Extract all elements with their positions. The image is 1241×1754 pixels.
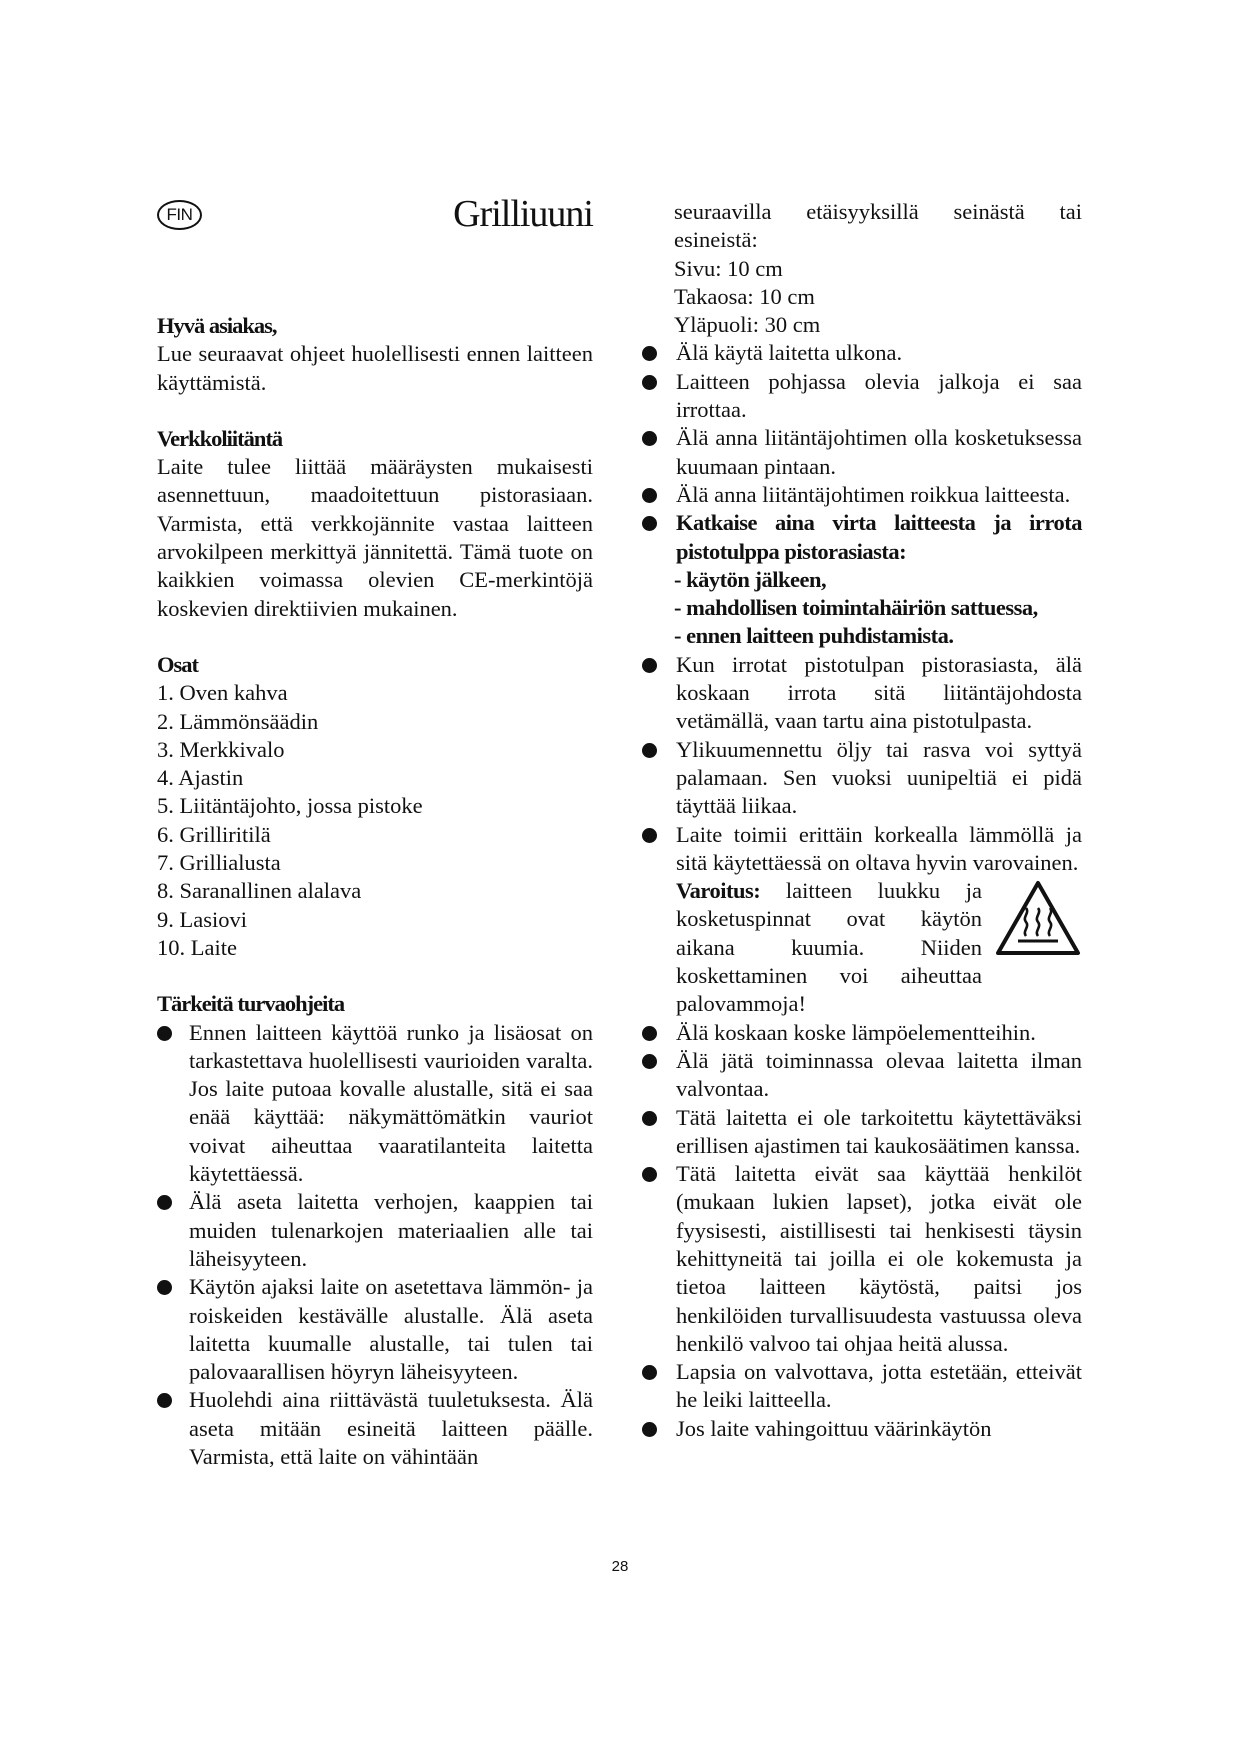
bullet-icon	[642, 1111, 657, 1126]
page-title: Grilliuuni	[453, 193, 593, 235]
bullet-icon	[642, 516, 657, 531]
connection-text: Laite tulee liittää määräysten mukaisesti asennettuun, maadoitettuun pistorasiaan. Varmista, että verkkojännite vastaa laitteen arvokilpeen merkittyä jännitettä. Tämä tuote on kaikkien voimassa olevien CE-merkintöjä koskevien direktiivien mukainen.	[157, 454, 593, 621]
bullet-icon	[642, 375, 657, 390]
bullet-text: Ennen laitteen käyttöä runko ja lisäosat on tarkastettava huolellisesti vaurioiden varalta. Jos laite putoaa kovalle alustalle, sitä ei saa enää käyttää: näkymättömätkin vauriot voivat aiheuttaa vaaratilanteita laitetta käytettäessä.	[189, 1019, 593, 1187]
list-item: 5. Liitäntäjohto, jossa pistoke	[157, 793, 423, 819]
list-item: 4. Ajastin	[157, 765, 244, 791]
distance-item: Takaosa: 10 cm	[674, 283, 815, 309]
unplug-bullet	[642, 509, 1082, 566]
safety-bullet	[642, 1415, 1082, 1443]
unplug-item: - käytön jälkeen,	[674, 566, 827, 592]
warning-body: laitteen luukku ja kosketuspinnat ovat käytön aikana kuumia. Niiden koskettaminen voi aiheuttaa palovammoja!	[676, 878, 982, 1017]
continuation-text: seuraavilla etäisyyksillä seinästä tai esineistä:	[674, 199, 1082, 253]
greeting-heading: Hyvä asiakas,	[157, 313, 277, 338]
bullet-text: Älä jätä toiminnassa olevaa laitetta ilman valvontaa.	[676, 1047, 1082, 1102]
bullet-text: Huolehdi aina riittävästä tuuletuksesta. Älä aseta mitään esineitä laitteen päälle. Varmista, että laite on vähintään	[189, 1387, 593, 1469]
bullet-text: Tätä laitetta eivät saa käyttää henkilöt (mukaan lukien lapset), jotka eivät ole fyysisesti, aistillisesti tai henkisesti täysin kehittyneitä tai joilla ei ole kokemusta ja tietoa laitteen käytöstä, paitsi jos henkilöiden turvallisuudesta vastuussa oleva henkilö valvoo tai ohjaa heitä alussa.	[676, 1161, 1082, 1356]
bullet-icon	[642, 431, 657, 446]
list-item: 1. Oven kahva	[157, 680, 288, 706]
right-column	[642, 198, 1082, 1443]
bullet-text: Ylikuumennettu öljy tai rasva voi syttyä palamaan. Sen vuoksi uunipeltiä ei pidä täyttää liikaa.	[676, 736, 1082, 819]
bullet-icon	[157, 1280, 172, 1295]
safety-bullet	[642, 1047, 1082, 1104]
bullet-text: Älä koskaan koske lämpöelementteihin.	[676, 1019, 1036, 1045]
connection-heading: Verkkoliitäntä	[157, 425, 283, 451]
parts-list	[157, 679, 593, 962]
bullet-text: Älä anna liitäntäjohtimen roikkua laitteesta.	[676, 481, 1071, 507]
unplug-item: - mahdollisen toimintahäiriön sattuessa,	[674, 595, 1038, 621]
warning-block	[642, 877, 1082, 1018]
safety-bullet	[642, 1160, 1082, 1358]
distance-item: Yläpuoli: 30 cm	[674, 312, 821, 338]
safety-bullet	[642, 368, 1082, 425]
parts-heading: Osat	[157, 651, 198, 677]
bullet-icon	[157, 1393, 172, 1408]
bullet-icon	[157, 1195, 172, 1210]
hot-surface-warning-icon	[994, 879, 1082, 957]
safety-bullet	[642, 1358, 1082, 1415]
safety-bullet	[642, 1104, 1082, 1161]
safety-bullet	[642, 339, 1082, 367]
list-item: 8. Saranallinen alalava	[157, 878, 362, 904]
safety-bullet	[642, 424, 1082, 481]
list-item: 2. Lämmönsäädin	[157, 708, 319, 734]
bullet-icon	[642, 1054, 657, 1069]
bullet-text: Tätä laitetta ei ole tarkoitettu käytettäväksi erillisen ajastimen tai kaukosäätimen kanssa.	[676, 1104, 1082, 1158]
safety-bullet	[642, 481, 1082, 509]
list-item: 6. Grilliritilä	[157, 821, 271, 847]
bullet-text: Älä anna liitäntäjohtimen olla kosketuksessa kuumaan pintaan.	[676, 425, 1082, 479]
bullet-text: Jos laite vahingoittuu väärinkäytön	[676, 1415, 992, 1441]
bullet-text: Katkaise aina virta laitteesta ja irrota pistotulppa pistorasiasta:	[676, 510, 1082, 564]
bullet-text: Laitteen pohjassa olevia jalkoja ei saa irrottaa.	[676, 368, 1082, 423]
list-item: 3. Merkkivalo	[157, 736, 285, 762]
bullet-icon	[642, 658, 657, 673]
safety-bullet	[157, 1188, 593, 1273]
bullet-icon	[642, 1026, 657, 1041]
bullet-icon	[642, 743, 657, 758]
safety-bullet	[642, 1019, 1082, 1047]
safety-bullet	[642, 736, 1082, 821]
safety-bullet	[157, 1386, 593, 1471]
safety-bullet	[642, 651, 1082, 736]
bullet-icon	[642, 346, 657, 361]
bullet-text: Kun irrotat pistotulpan pistorasiasta, älä koskaan irrota sitä liitäntäjohdosta vetämällä, vaan tartu aina pistotulpasta.	[676, 651, 1082, 734]
left-column	[157, 312, 593, 1471]
bullet-icon	[642, 828, 657, 843]
bullet-icon	[642, 1167, 657, 1182]
list-item: 7. Grillialusta	[157, 850, 281, 876]
distance-item: Sivu: 10 cm	[674, 255, 783, 281]
bullet-text: Lapsia on valvottava, jotta estetään, etteivät he leiki laitteella.	[676, 1359, 1082, 1413]
bullet-text: Älä käytä laitetta ulkona.	[676, 340, 903, 366]
safety-bullet	[157, 1019, 593, 1189]
list-item: 10. Laite	[157, 934, 237, 960]
bullet-text: Käytön ajaksi laite on asetettava lämmön- ja roiskeiden kestävälle alustalle. Älä aseta laitetta kuumalle alustalle, tai tulen tai palovaarallisen höyryn läheisyyteen.	[189, 1274, 593, 1385]
page-number: 28	[611, 1558, 629, 1575]
safety-bullet	[157, 1273, 593, 1386]
bullet-icon	[642, 1365, 657, 1380]
bullet-text: Laite toimii erittäin korkealla lämmöllä ja sitä käytettäessä on oltava hyvin varovainen.	[676, 821, 1082, 875]
language-badge: FIN	[157, 200, 202, 230]
bullet-icon	[642, 488, 657, 503]
unplug-item: - ennen laitteen puhdistamista.	[674, 623, 954, 649]
bullet-icon	[157, 1026, 172, 1041]
bullet-text: Älä aseta laitetta verhojen, kaappien tai muiden tulenarkojen materiaalien alle tai läheisyyteen.	[189, 1189, 593, 1271]
safety-heading: Tärkeitä turvaohjeita	[157, 991, 345, 1017]
list-item: 9. Lasiovi	[157, 906, 247, 932]
warning-label: Varoitus:	[676, 878, 761, 904]
greeting-text: Lue seuraavat ohjeet huolellisesti ennen laitteen käyttämistä.	[157, 341, 593, 395]
safety-bullet	[642, 821, 1082, 878]
bullet-icon	[642, 1422, 657, 1437]
